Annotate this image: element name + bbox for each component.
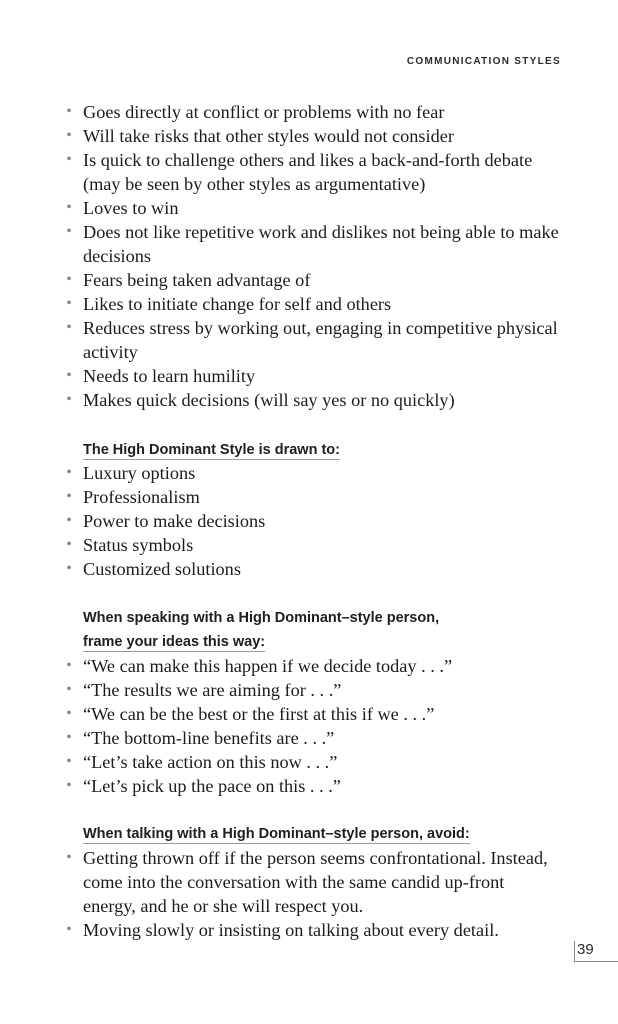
list-item: • Loves to win <box>61 196 561 220</box>
list-item: • “Let’s take action on this now . . .” <box>61 750 561 774</box>
list-item: • Luxury options <box>61 461 561 485</box>
drawn-to-heading: The High Dominant Style is drawn to: <box>83 442 340 458</box>
bullet-icon: • <box>66 367 72 384</box>
bullet-icon: • <box>66 657 72 674</box>
bullet-icon: • <box>66 488 72 505</box>
list-item: • Moving slowly or insisting on talking about every detail. <box>61 918 561 942</box>
bullet-icon: • <box>66 391 72 408</box>
bullet-icon: • <box>66 729 72 746</box>
list-item: • “We can make this happen if we decide today . . .” <box>61 654 561 678</box>
list-item: • “The bottom-line benefits are . . .” <box>61 726 561 750</box>
list-item: • “We can be the best or the first at this if we . . .” <box>61 702 561 726</box>
list-item: • Customized solutions <box>61 557 561 581</box>
page-number: 39 <box>574 941 618 962</box>
bullet-icon: • <box>66 512 72 529</box>
bullet-icon: • <box>66 223 72 240</box>
bullet-icon: • <box>66 464 72 481</box>
list-item: • Fears being taken advantage of <box>61 268 561 292</box>
frame-ideas-heading: When speaking with a High Dominant–style person, frame your ideas this way: <box>83 610 440 650</box>
bullet-icon: • <box>66 705 72 722</box>
list-item: • Is quick to challenge others and likes a back-and-forth debate (may be seen by other styles as argumentative) <box>61 148 561 196</box>
bullet-icon: • <box>66 921 72 938</box>
list-item: • Likes to initiate change for self and others <box>61 292 561 316</box>
bullet-icon: • <box>66 199 72 216</box>
list-item: • “The results we are aiming for . . .” <box>61 678 561 702</box>
bullet-icon: • <box>66 560 72 577</box>
avoid-heading: When talking with a High Dominant–style person, avoid: <box>83 826 470 842</box>
list-item: • Getting thrown off if the person seems confrontational. Instead, come into the conversation with the same candid up-front energy, and he or she will respect you. <box>61 846 561 918</box>
list-item: • Makes quick decisions (will say yes or no quickly) <box>61 388 561 412</box>
bullet-icon: • <box>66 103 72 120</box>
drawn-to-list <box>61 461 561 581</box>
list-item: • Needs to learn humility <box>61 364 561 388</box>
avoid-list <box>61 846 561 942</box>
bullet-icon: • <box>66 295 72 312</box>
list-item: • Does not like repetitive work and dislikes not being able to make decisions <box>61 220 561 268</box>
bullet-icon: • <box>66 681 72 698</box>
bullet-icon: • <box>66 271 72 288</box>
bullet-icon: • <box>66 151 72 168</box>
list-item: • Reduces stress by working out, engaging in competitive physical activity <box>61 316 561 364</box>
list-item: • Goes directly at conflict or problems with no fear <box>61 100 561 124</box>
bullet-icon: • <box>66 753 72 770</box>
list-item: • “Let’s pick up the pace on this . . .” <box>61 774 561 798</box>
traits-list <box>61 100 561 412</box>
list-item: • Status symbols <box>61 533 561 557</box>
running-head: COMMUNICATION STYLES <box>406 56 561 67</box>
list-item: • Power to make decisions <box>61 509 561 533</box>
list-item: • Professionalism <box>61 485 561 509</box>
bullet-icon: • <box>66 127 72 144</box>
bullet-icon: • <box>66 536 72 553</box>
list-item: • Will take risks that other styles would not consider <box>61 124 561 148</box>
bullet-icon: • <box>66 777 72 794</box>
bullet-icon: • <box>66 849 72 866</box>
bullet-icon: • <box>66 319 72 336</box>
frame-ideas-list <box>61 654 561 798</box>
